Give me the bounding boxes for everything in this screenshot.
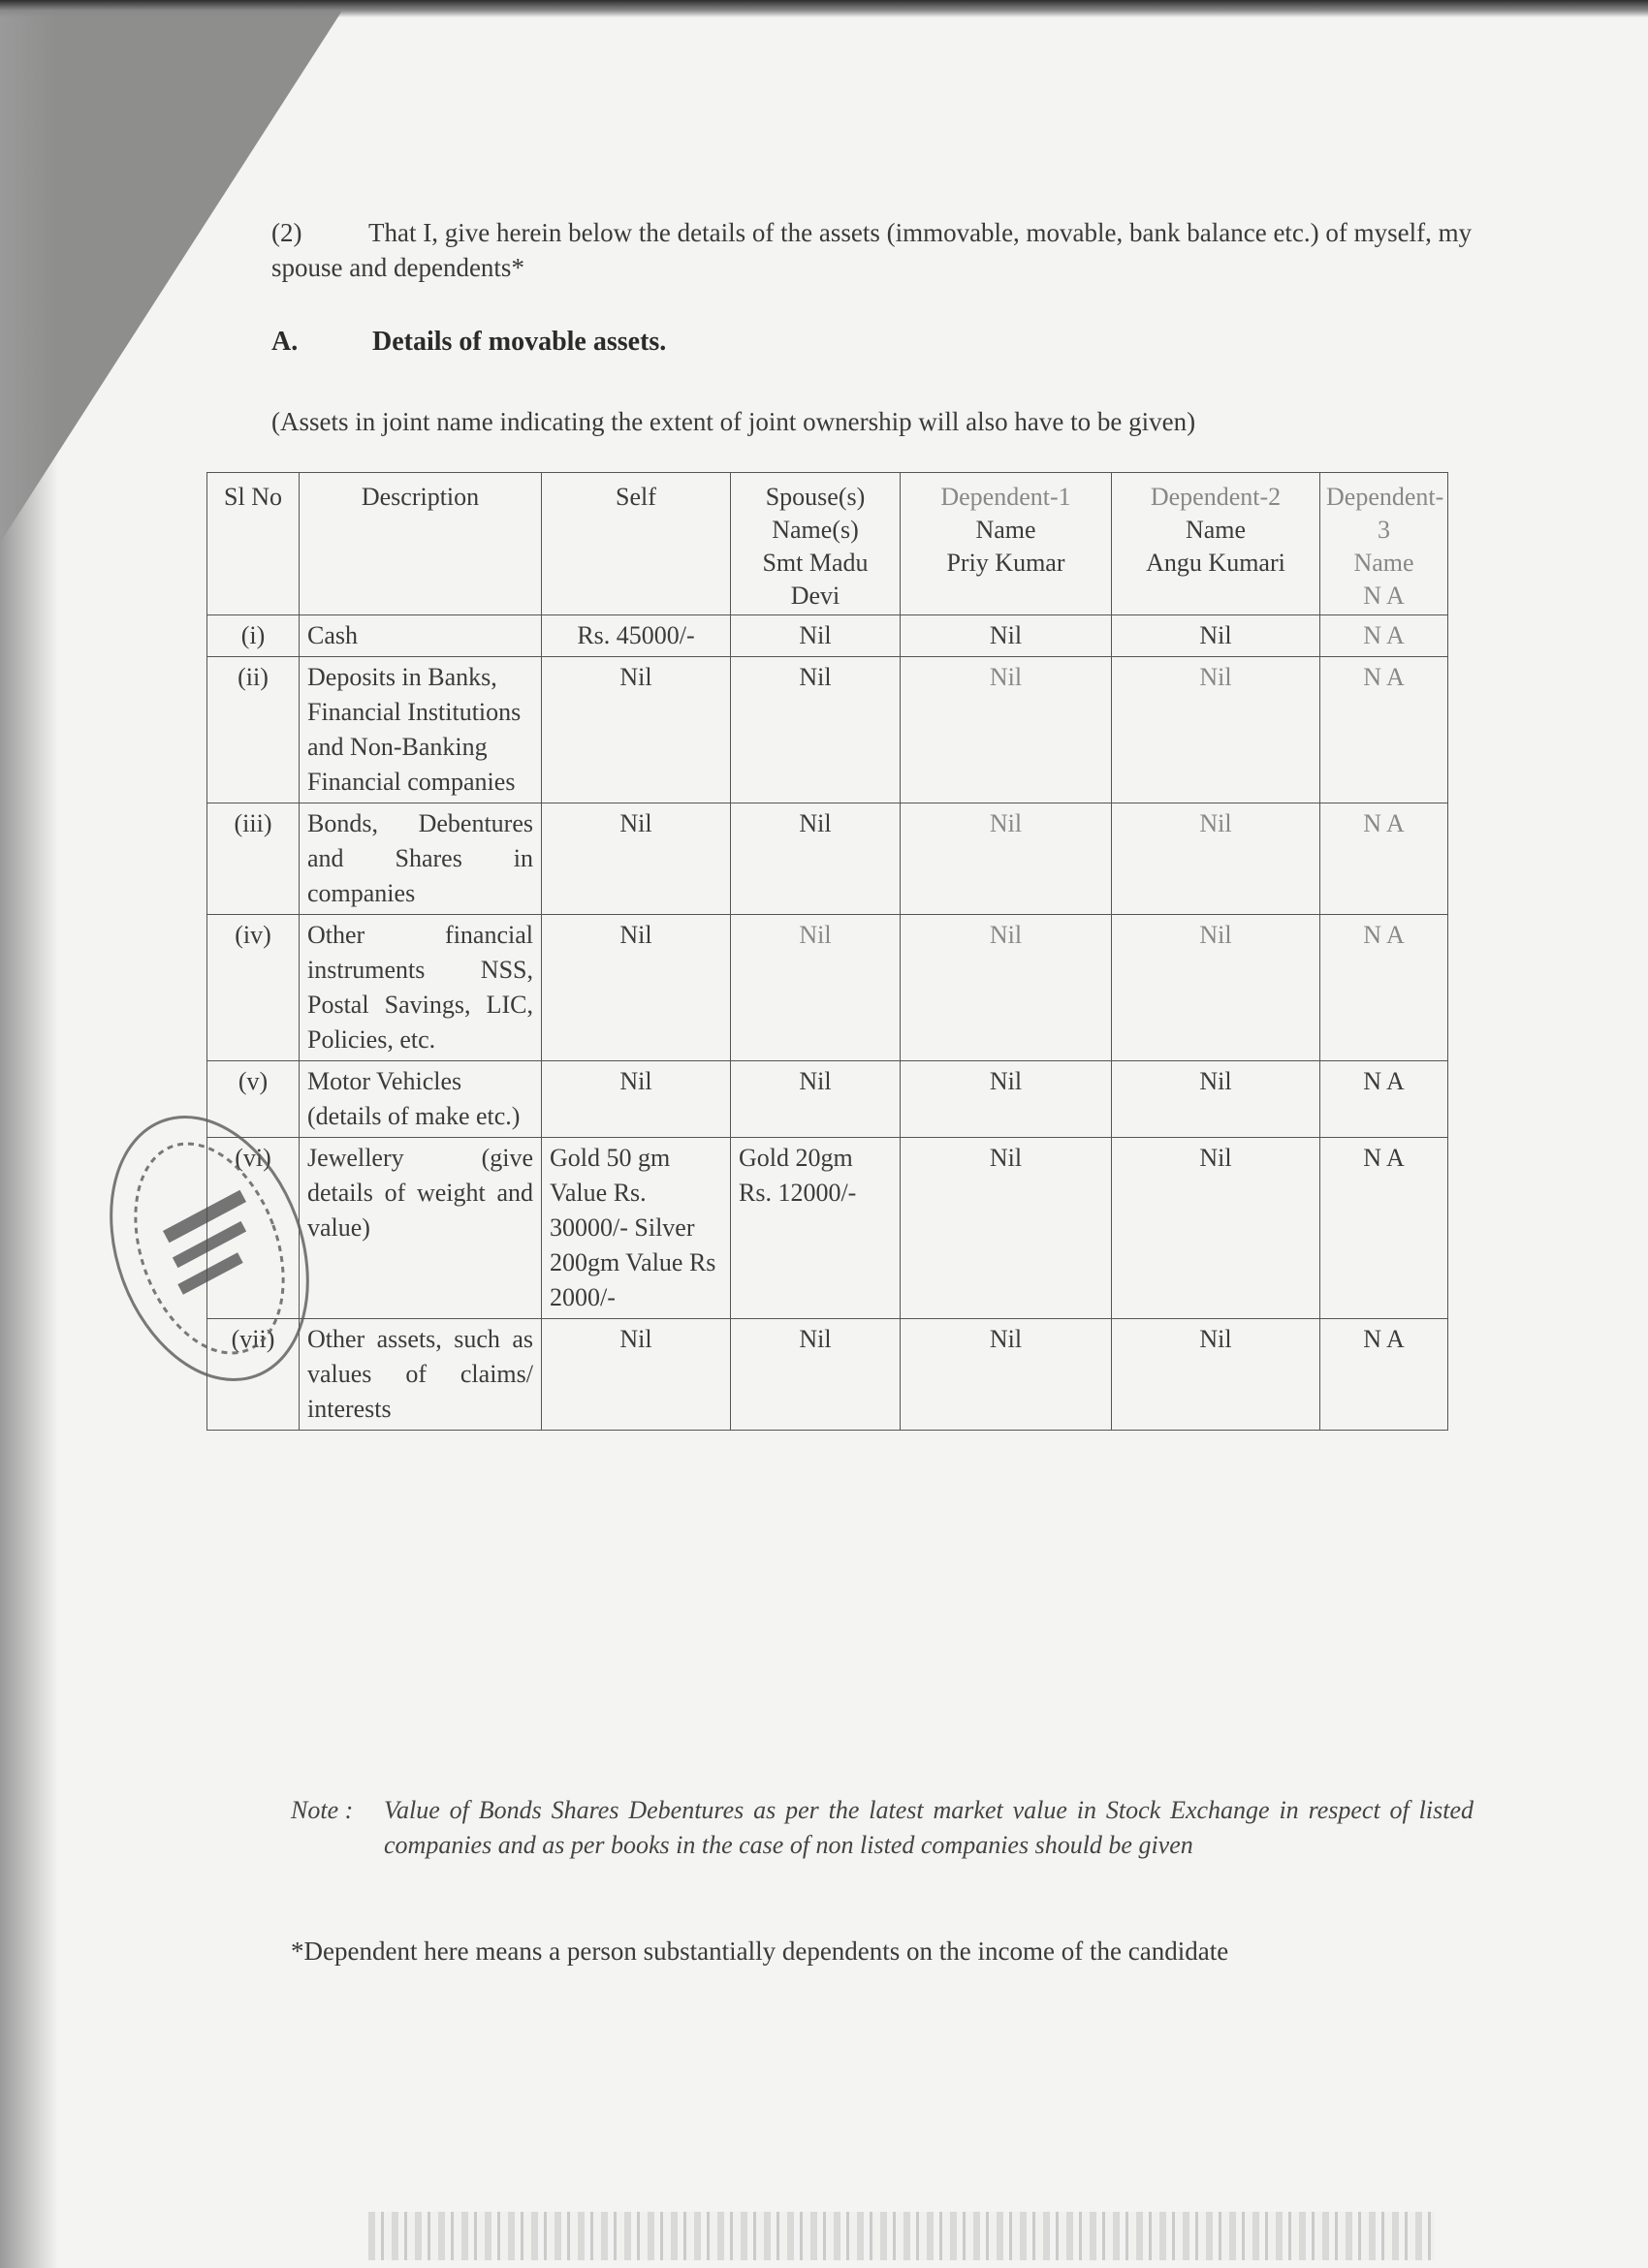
row-dep1: Nil xyxy=(901,1319,1112,1431)
row-dep2: Nil xyxy=(1112,1138,1320,1319)
header-dep1-line2: Name xyxy=(975,516,1036,544)
dependent-footnote: *Dependent here means a person substantially dependents on the income of the candidate xyxy=(291,1937,1229,1966)
row-dep2: Nil xyxy=(1112,657,1320,803)
section-heading xyxy=(271,325,666,360)
row-dep1: Nil xyxy=(901,1061,1112,1138)
table-row xyxy=(207,915,1448,1061)
row-dep3: N A xyxy=(1320,615,1448,657)
header-dep2-line2: Name xyxy=(1185,516,1247,544)
header-dep1-line3: Priy Kumar xyxy=(946,549,1065,577)
row-dep3: N A xyxy=(1320,1138,1448,1319)
header-dependent-2 xyxy=(1112,473,1320,615)
header-dep2-line1: Dependent-2 xyxy=(1150,483,1282,511)
row-dep3: N A xyxy=(1320,1061,1448,1138)
scan-bottom-noise xyxy=(368,2212,1435,2260)
row-spouse: Nil xyxy=(731,803,901,915)
row-sl: (v) xyxy=(207,1061,300,1138)
header-dep3-line2: Name xyxy=(1353,549,1414,577)
row-sl: (vii) xyxy=(207,1319,300,1431)
header-dep1-line1: Dependent-1 xyxy=(940,483,1071,511)
row-dep1: Nil xyxy=(901,657,1112,803)
header-dep2-line3: Angu Kumari xyxy=(1146,549,1285,577)
row-sl: (iii) xyxy=(207,803,300,915)
row-dep3: N A xyxy=(1320,915,1448,1061)
header-dep3-line3: N A xyxy=(1363,582,1405,610)
row-dep2: Nil xyxy=(1112,1319,1320,1431)
row-self: Nil xyxy=(542,657,731,803)
table-header-row xyxy=(207,473,1448,615)
row-spouse: Nil xyxy=(731,915,901,1061)
row-description: Other assets, such as values of claims/ interests xyxy=(300,1319,542,1431)
row-dep3: N A xyxy=(1320,803,1448,915)
row-spouse: Gold 20gm Rs. 12000/- xyxy=(731,1138,901,1319)
row-self: Nil xyxy=(542,803,731,915)
header-self: Self xyxy=(542,473,731,615)
header-spouse-line3: Smt Madu xyxy=(762,549,869,577)
scan-left-shade xyxy=(0,0,58,2268)
header-dependent-3 xyxy=(1320,473,1448,615)
joint-ownership-note: (Assets in joint name indicating the extent of joint ownership will also have to be given) xyxy=(271,407,1196,436)
row-self: Nil xyxy=(542,1061,731,1138)
header-description: Description xyxy=(300,473,542,615)
row-spouse: Nil xyxy=(731,615,901,657)
header-spouse-line4: Devi xyxy=(790,582,840,610)
official-stamp-seal xyxy=(93,1093,316,1403)
row-self: Gold 50 gm Value Rs. 30000/- Silver 200gm Value Rs 2000/- xyxy=(542,1138,731,1319)
table-row xyxy=(207,615,1448,657)
row-sl: (ii) xyxy=(207,657,300,803)
intro-paragraph xyxy=(271,215,1493,285)
note-label: Note : xyxy=(291,1796,354,1824)
row-description: Other financial instruments NSS, Postal Savings, LIC, Policies, etc. xyxy=(300,915,542,1061)
row-dep1: Nil xyxy=(901,615,1112,657)
section-title: Details of movable assets. xyxy=(372,327,667,357)
row-sl: (i) xyxy=(207,615,300,657)
movable-assets-table xyxy=(206,472,1448,1431)
row-spouse: Nil xyxy=(731,1061,901,1138)
row-dep2: Nil xyxy=(1112,1061,1320,1138)
table-row xyxy=(207,803,1448,915)
note-text: Value of Bonds Shares Debentures as per the latest market value in Stock Exchange in respect of listed companies and as per books in the case of non listed companies should be given xyxy=(384,1796,1474,1859)
note-block xyxy=(291,1793,1474,1863)
row-self: Nil xyxy=(542,1319,731,1431)
row-sl: (iv) xyxy=(207,915,300,1061)
table-row xyxy=(207,1138,1448,1319)
table-row xyxy=(207,1061,1448,1138)
row-sl: (vi) xyxy=(207,1138,300,1319)
row-spouse: Nil xyxy=(731,1319,901,1431)
row-description: Cash xyxy=(300,615,542,657)
header-dep3-line1: Dependent-3 xyxy=(1326,483,1444,544)
table-row xyxy=(207,1319,1448,1431)
row-dep1: Nil xyxy=(901,803,1112,915)
header-dependent-1 xyxy=(901,473,1112,615)
row-spouse: Nil xyxy=(731,657,901,803)
row-description: Motor Vehicles (details of make etc.) xyxy=(300,1061,542,1138)
row-description: Deposits in Banks, Financial Institutions and Non-Banking Financial companies xyxy=(300,657,542,803)
row-description: Jewellery (give details of weight and value) xyxy=(300,1138,542,1319)
row-dep3: N A xyxy=(1320,1319,1448,1431)
row-description: Bonds, Debentures and Shares in companies xyxy=(300,803,542,915)
header-spouse-line2: Name(s) xyxy=(772,516,859,544)
scan-top-shadow xyxy=(0,0,1648,17)
row-dep1: Nil xyxy=(901,1138,1112,1319)
intro-number: (2) xyxy=(271,218,302,247)
intro-text: That I, give herein below the details of the assets (immovable, movable, bank balance etc.) of myself, my spouse and dependents* xyxy=(271,218,1473,282)
section-letter: A. xyxy=(271,327,299,357)
row-dep2: Nil xyxy=(1112,915,1320,1061)
header-spouse xyxy=(731,473,901,615)
row-dep2: Nil xyxy=(1112,615,1320,657)
header-spouse-line1: Spouse(s) xyxy=(765,483,866,511)
header-sl: Sl No xyxy=(207,473,300,615)
table-row xyxy=(207,657,1448,803)
row-dep1: Nil xyxy=(901,915,1112,1061)
row-dep2: Nil xyxy=(1112,803,1320,915)
row-self: Nil xyxy=(542,915,731,1061)
row-self: Rs. 45000/- xyxy=(542,615,731,657)
row-dep3: N A xyxy=(1320,657,1448,803)
